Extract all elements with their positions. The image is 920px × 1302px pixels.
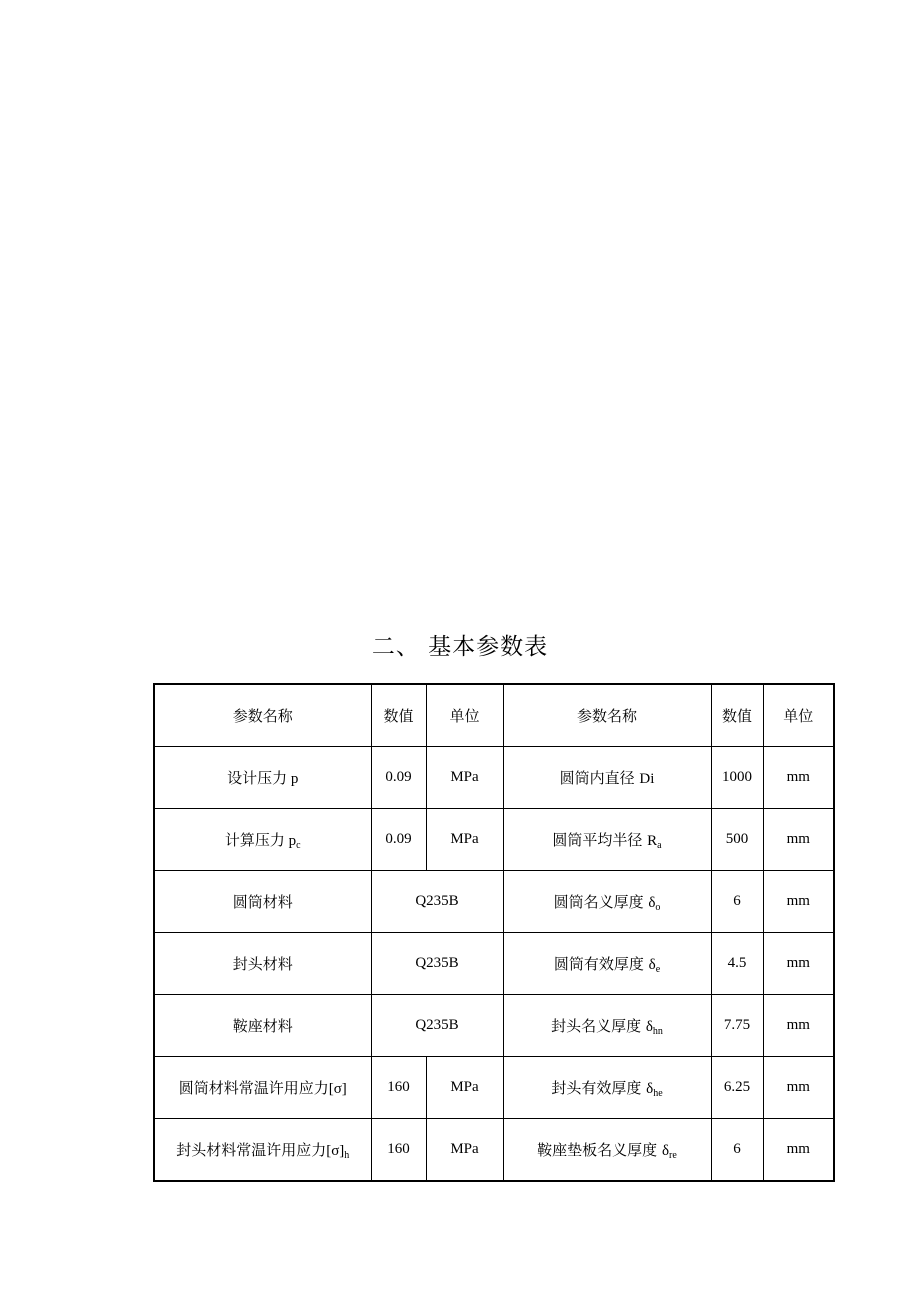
param-merged-value: Q235B <box>371 933 503 995</box>
param-name-cell <box>154 809 371 871</box>
param-name: 设计压力 <box>227 769 288 787</box>
param-name: 圆筒内直径 <box>559 769 640 787</box>
param-value: 4.5 <box>711 933 763 995</box>
param-name-cell <box>154 1057 371 1119</box>
param-name: 计算压力 <box>224 830 285 849</box>
param-symbol: δ <box>645 1018 653 1035</box>
header-left-value: 数值 <box>371 684 426 747</box>
page-title: 二、 基本参数表 <box>371 634 549 660</box>
param-name-cell <box>503 933 711 995</box>
param-value: 6 <box>711 871 763 933</box>
param-subscript: h <box>344 1149 350 1161</box>
param-name-cell <box>503 995 711 1057</box>
param-name-cell <box>503 1119 711 1182</box>
table-row <box>154 871 834 933</box>
param-value: 0.09 <box>371 809 426 871</box>
table-row <box>154 1119 834 1182</box>
param-name-cell <box>154 747 371 809</box>
param-unit: mm <box>763 1119 834 1182</box>
param-symbol: [σ] <box>326 1142 345 1159</box>
param-unit: mm <box>763 995 834 1057</box>
param-name: 鞍座材料 <box>232 1017 293 1035</box>
param-value: 6 <box>711 1119 763 1182</box>
param-subscript: e <box>655 963 661 975</box>
param-merged-value: Q235B <box>371 871 503 933</box>
param-symbol: δ <box>646 1080 654 1097</box>
param-merged-value: Q235B <box>371 995 503 1057</box>
param-unit: mm <box>763 747 834 809</box>
param-value: 6.25 <box>711 1057 763 1119</box>
param-name: 封头名义厚度 <box>551 1016 646 1035</box>
basic-parameters-table <box>153 683 835 1182</box>
param-name: 封头材料 <box>232 955 293 973</box>
table-row <box>154 1057 834 1119</box>
param-unit: mm <box>763 933 834 995</box>
param-unit: mm <box>763 809 834 871</box>
param-symbol: δ <box>648 956 656 973</box>
param-name: 圆筒名义厚度 <box>553 892 649 911</box>
param-value: 1000 <box>711 747 763 809</box>
header-right-name: 参数名称 <box>503 684 711 747</box>
param-subscript: he <box>653 1087 663 1099</box>
param-name-cell <box>503 747 711 809</box>
param-name: 封头有效厚度 <box>551 1078 647 1097</box>
table-row <box>154 995 834 1057</box>
table-row <box>154 933 834 995</box>
param-name: 封头材料常温许用应力 <box>176 1140 327 1159</box>
param-name: 鞍座垫板名义厚度 <box>537 1140 662 1159</box>
param-value: 160 <box>371 1057 426 1119</box>
param-name: 圆筒材料 <box>232 893 293 911</box>
param-unit: mm <box>763 871 834 933</box>
header-right-value: 数值 <box>711 684 763 747</box>
table-row <box>154 747 834 809</box>
param-subscript: a <box>657 839 662 851</box>
param-symbol: p <box>287 771 299 787</box>
param-value: 500 <box>711 809 763 871</box>
param-unit: MPa <box>426 1119 503 1182</box>
param-symbol: Di <box>639 771 655 787</box>
param-symbol: δ <box>661 1142 670 1159</box>
param-symbol: p <box>284 832 297 849</box>
header-left-unit: 单位 <box>426 684 503 747</box>
param-symbol: R <box>647 832 658 849</box>
param-name-cell <box>503 871 711 933</box>
param-unit: MPa <box>426 1057 503 1119</box>
param-subscript: c <box>296 839 301 851</box>
param-name-cell <box>154 1119 371 1182</box>
table-header-row <box>154 684 834 747</box>
param-unit: MPa <box>426 747 503 809</box>
table-row <box>154 809 834 871</box>
param-name: 圆筒平均半径 <box>552 830 648 849</box>
param-name: 圆筒材料常温许用应力 <box>178 1079 329 1097</box>
param-name-cell <box>154 933 371 995</box>
param-name: 圆筒有效厚度 <box>553 954 649 973</box>
param-value: 0.09 <box>371 747 426 809</box>
param-subscript: re <box>669 1149 677 1161</box>
param-name-cell <box>503 809 711 871</box>
param-symbol: δ <box>648 894 656 911</box>
param-subscript: o <box>655 901 661 913</box>
header-left-name: 参数名称 <box>154 684 371 747</box>
param-name-cell <box>503 1057 711 1119</box>
param-symbol: [σ] <box>328 1081 347 1097</box>
param-subscript: hn <box>652 1025 663 1037</box>
param-unit: mm <box>763 1057 834 1119</box>
param-unit: MPa <box>426 809 503 871</box>
param-value: 7.75 <box>711 995 763 1057</box>
header-right-unit: 单位 <box>763 684 834 747</box>
param-name-cell <box>154 871 371 933</box>
param-value: 160 <box>371 1119 426 1182</box>
param-name-cell <box>154 995 371 1057</box>
